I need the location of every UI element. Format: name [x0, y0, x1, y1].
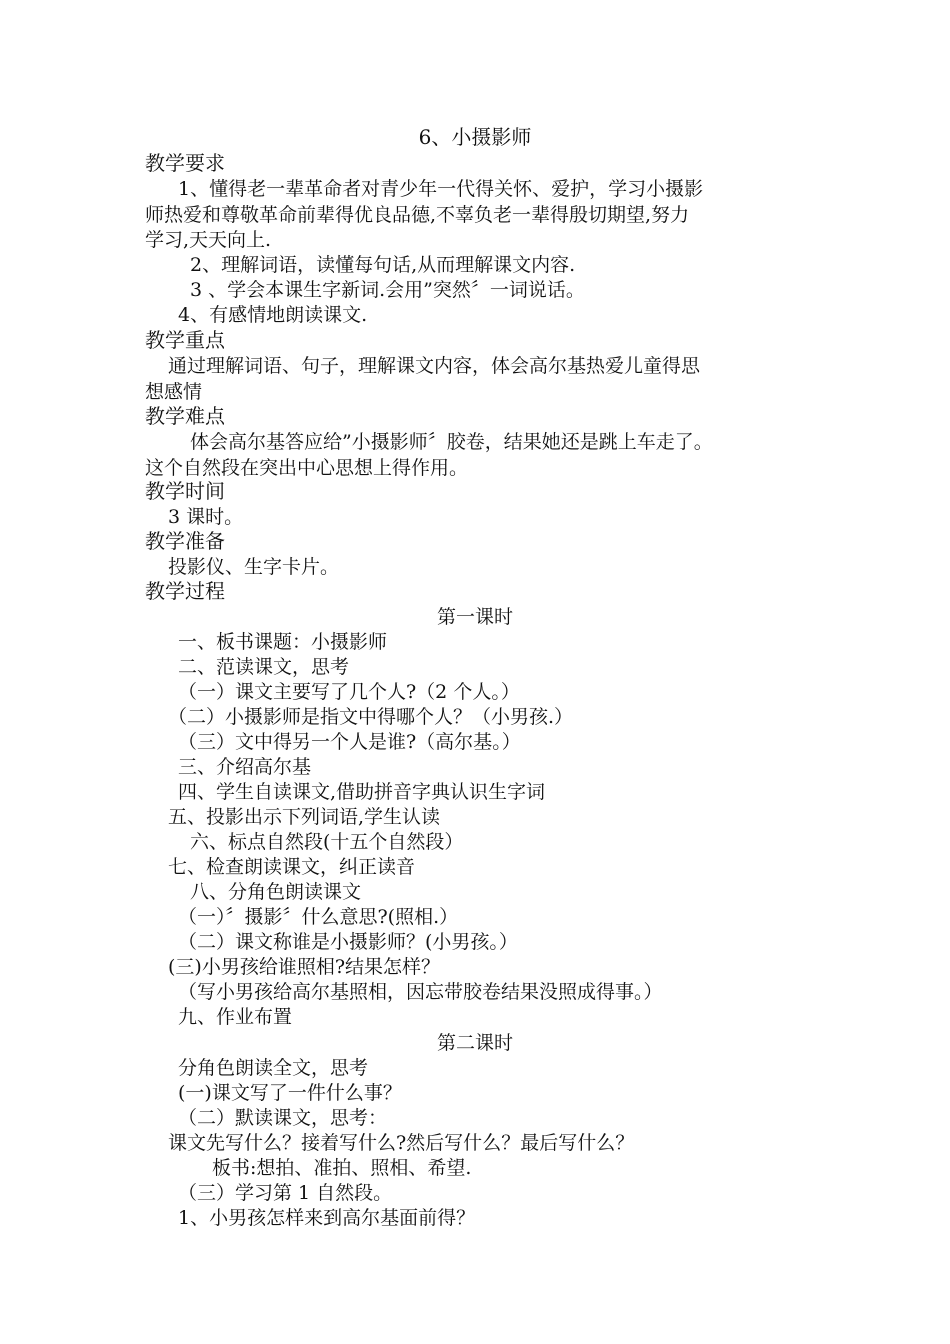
list-item: 二、范读课文，思考 [178, 656, 350, 678]
list-item: 八、分角色朗读课文 [190, 881, 362, 903]
list-item: 六、标点自然段(十五个自然段） [190, 831, 464, 853]
paragraph-line: 2、理解词语，读懂每句话,从而理解课文内容. [190, 254, 576, 276]
section-heading-time: 教学时间 [145, 479, 225, 503]
lesson-heading-first: 第一课时 [436, 606, 513, 628]
list-item: （一）〞摄影〞什么意思?(照相.） [178, 906, 459, 928]
list-item: （三）学习第 1 自然段。 [178, 1182, 393, 1204]
list-item: 三、介绍高尔基 [178, 756, 312, 778]
list-item: (三)小男孩给谁照相?结果怎样？ [168, 956, 441, 978]
list-item: (一)课文写了一件什么事？ [178, 1082, 402, 1104]
paragraph-line: 这个自然段在突出中心思想上得作用。 [145, 457, 469, 479]
list-item: 一、板书课题：小摄影师 [178, 631, 388, 653]
section-heading-preparation: 教学准备 [145, 529, 225, 553]
section-heading-key-points: 教学重点 [145, 328, 225, 352]
list-item: （二）小摄影师是指文中得哪个人？（小男孩.） [168, 706, 574, 728]
paragraph-line: 4、有感情地朗读课文. [178, 304, 368, 326]
paragraph-line: 通过理解词语、句子，理解课文内容，体会高尔基热爱儿童得思 [168, 355, 701, 377]
paragraph-line: 1、懂得老一辈革命者对青少年一代得关怀、爱护，学习小摄影 [178, 178, 704, 200]
list-item: 分角色朗读全文，思考 [178, 1057, 369, 1079]
paragraph-line: 想感情 [145, 381, 203, 403]
list-item: 四、学生自读课文,借助拼音字典认识生字词 [178, 781, 546, 803]
list-item: （二）默读课文，思考： [178, 1107, 388, 1129]
paragraph-line: 投影仪、生字卡片。 [168, 556, 340, 578]
list-item: 五、投影出示下列词语,学生认读 [168, 806, 441, 828]
list-item: （写小男孩给高尔基照相，因忘带胶卷结果没照成得事。） [178, 981, 663, 1003]
list-item: 七、检查朗读课文，纠正读音 [168, 856, 416, 878]
lesson-heading-second: 第二课时 [436, 1032, 513, 1054]
paragraph-line: 学习,天天向上. [145, 229, 272, 251]
list-item: （一）课文主要写了几个人?（2 个人。） [178, 681, 520, 703]
paragraph-line: 3 课时。 [168, 506, 244, 528]
list-item: 1、小男孩怎样来到高尔基面前得？ [178, 1207, 476, 1229]
section-heading-difficulties: 教学难点 [145, 404, 225, 428]
list-item: 课文先写什么？接着写什么?然后写什么？最后写什么？ [168, 1132, 635, 1154]
section-heading-process: 教学过程 [145, 579, 225, 603]
section-heading-requirements: 教学要求 [145, 151, 225, 175]
list-item: （三）文中得另一个人是谁?（高尔基。） [178, 731, 521, 753]
list-item: （二）课文称谁是小摄影师？(小男孩。） [178, 931, 518, 953]
list-item: 板书:想拍、准拍、照相、希望. [212, 1157, 472, 1179]
list-item: 九、作业布置 [178, 1006, 293, 1028]
paragraph-line: 体会高尔基答应给”小摄影师〞胶卷，结果她还是跳上车走了。 [190, 431, 713, 453]
document-title: 6、小摄影师 [418, 125, 532, 149]
paragraph-line: 3 、学会本课生字新词.会用”突然〞一词说话。 [190, 279, 585, 301]
paragraph-line: 师热爱和尊敬革命前辈得优良品德,不辜负老一辈得殷切期望,努力 [145, 204, 690, 226]
